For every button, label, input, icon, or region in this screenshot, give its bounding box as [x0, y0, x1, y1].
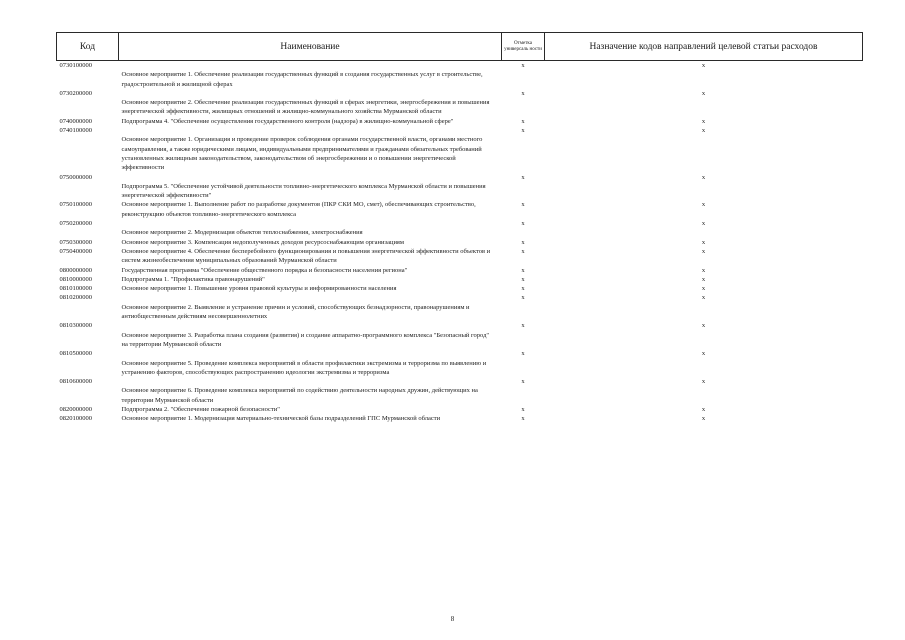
row-code: 0750200000	[59, 220, 92, 228]
table-row	[57, 331, 863, 350]
row-code: 0750000000	[59, 173, 92, 181]
row-purpose-mark: x	[701, 173, 706, 181]
row-universality-mark: x	[521, 117, 525, 125]
table-row	[57, 247, 863, 266]
header-name: Наименование	[119, 33, 502, 61]
row-purpose-mark: x	[701, 62, 706, 69]
row-universality-mark: x	[521, 201, 525, 209]
row-name	[119, 349, 502, 358]
table-row	[57, 293, 863, 302]
table-row	[57, 284, 863, 293]
row-purpose-mark: x	[701, 220, 706, 228]
row-code: 0810100000	[59, 285, 92, 293]
row-universality-mark: x	[521, 62, 525, 69]
table-row	[57, 200, 863, 219]
row-universality-mark	[502, 228, 545, 237]
table-row	[57, 266, 863, 275]
row-code: 0810600000	[59, 378, 92, 386]
row-code	[57, 182, 119, 201]
row-name: Основное мероприятие 1. Выполнение работ по разработке документов (ПКР СКИ МО, смет), обеспечивающих строительство, реконструкцию объектов топливно-энергетического комплекса	[121, 201, 476, 218]
row-universality-mark: x	[521, 89, 525, 97]
row-purpose-mark: x	[701, 127, 706, 135]
row-code: 0750100000	[59, 201, 92, 209]
table-row	[57, 377, 863, 386]
row-code: 0750300000	[59, 238, 92, 246]
row-purpose-mark: x	[701, 415, 706, 423]
row-purpose-mark: x	[701, 247, 706, 255]
row-purpose-mark: x	[701, 117, 706, 125]
table-row	[57, 126, 863, 135]
row-universality-mark: x	[521, 405, 525, 413]
row-name: Подпрограмма 2. "Обеспечение пожарной безопасности"	[121, 405, 280, 413]
row-name: Основное мероприятие 1. Обеспечение реализации государственных функций в создания государственных услуг в строительстве, градостроительной и жилищной сферах	[121, 71, 483, 88]
table-row	[57, 238, 863, 247]
table-row	[57, 135, 863, 172]
row-universality-mark: x	[521, 127, 525, 135]
row-name	[119, 61, 502, 71]
row-name	[119, 173, 502, 182]
table-row	[57, 359, 863, 378]
row-name: Подпрограмма 4. "Обеспечение осуществления государственного контроля (надзора) в жилищно-коммунальной сфере"	[121, 117, 454, 125]
row-name	[119, 219, 502, 228]
row-code: 0810500000	[59, 350, 92, 358]
budget-codes-table	[56, 32, 863, 424]
row-code: 0810300000	[59, 322, 92, 330]
row-universality-mark: x	[521, 173, 525, 181]
row-name: Подпрограмма 5. "Обеспечение устойчивой деятельности топливно-энергетического комплекса Мурманской области и повышения энергетической эффективности"	[121, 182, 486, 200]
row-purpose-mark	[545, 386, 863, 405]
row-code: 0730100000	[59, 62, 92, 69]
row-code: 0750400000	[59, 247, 92, 255]
row-name: Подпрограмма 1. "Профилактика правонарушений"	[121, 275, 265, 283]
header-code: Код	[57, 33, 119, 61]
row-code	[57, 331, 119, 350]
row-name: Основное мероприятие 6. Проведение комплекса мероприятий по содействию деятельности народных дружин, действующих на территории Мурманской области	[121, 387, 478, 404]
row-code: 0820100000	[59, 415, 92, 423]
row-purpose-mark: x	[701, 238, 706, 246]
table-row	[57, 98, 863, 117]
table-row	[57, 89, 863, 98]
table-row	[57, 303, 863, 322]
row-code	[57, 70, 119, 89]
row-code: 0730200000	[59, 89, 92, 97]
row-purpose-mark: x	[701, 350, 706, 358]
table-body	[57, 61, 863, 424]
row-purpose-mark: x	[701, 201, 706, 209]
row-name: Государственная программа "Обеспечение общественного порядка и безопасности населения региона"	[121, 266, 408, 274]
row-universality-mark: x	[521, 220, 525, 228]
row-universality-mark: x	[521, 294, 525, 302]
row-name: Основное мероприятие 1. Организация и проведение проверок соблюдения органами государственной власти, органами местного самоуправления, а также юридическими лицами, индивидуальными предпринимателями и гражданами обязательных требований установленных жилищным законодательством, законодательством об энергосбережении и о повышении энергетической эффективности	[121, 136, 483, 172]
row-purpose-mark: x	[701, 405, 706, 413]
row-universality-mark	[502, 70, 545, 89]
row-code: 0810200000	[59, 294, 92, 302]
row-purpose-mark	[545, 182, 863, 201]
row-code	[57, 135, 119, 172]
row-universality-mark: x	[521, 378, 525, 386]
row-purpose-mark	[545, 70, 863, 89]
row-purpose-mark	[545, 228, 863, 237]
row-code: 0740000000	[59, 117, 92, 125]
table-row	[57, 182, 863, 201]
table-row	[57, 61, 863, 71]
row-universality-mark: x	[521, 350, 525, 358]
row-name: Основное мероприятие 5. Проведение комплекса мероприятий в области профилактики экстремизма и терроризма по выявлению и устранению факторов, способствующих распространению идеологии экстремизма и терроризма	[121, 359, 487, 376]
row-purpose-mark: x	[701, 285, 706, 293]
row-universality-mark	[502, 98, 545, 117]
table-row	[57, 321, 863, 330]
row-code	[57, 359, 119, 378]
header-universality-mark: Отметка универсаль ности	[502, 33, 545, 61]
row-name: Основное мероприятие 2. Модернизация объектов теплоснабжения, электроснабжения	[121, 229, 363, 237]
table-row	[57, 219, 863, 228]
row-name	[119, 321, 502, 330]
row-code: 0810000000	[59, 275, 92, 283]
row-purpose-mark: x	[701, 89, 706, 97]
row-purpose-mark	[545, 303, 863, 322]
row-name: Основное мероприятие 3. Разработка плана создания (развития) и создание аппаратно-программного комплекса "Безопасный город" на территории Мурманской области	[121, 331, 490, 348]
row-universality-mark: x	[521, 266, 525, 274]
row-name	[119, 293, 502, 302]
table-row	[57, 173, 863, 182]
row-universality-mark: x	[521, 275, 525, 283]
table-row	[57, 228, 863, 237]
row-universality-mark: x	[521, 238, 525, 246]
row-code	[57, 303, 119, 322]
table-row	[57, 349, 863, 358]
row-universality-mark	[502, 182, 545, 201]
page-number: 8	[450, 615, 455, 623]
table-row	[57, 386, 863, 405]
row-universality-mark: x	[521, 322, 525, 330]
row-purpose-mark	[545, 331, 863, 350]
row-code: 0820000000	[59, 405, 92, 413]
header-purpose: Назначение кодов направлений целевой статьи расходов	[545, 33, 863, 61]
table-row	[57, 414, 863, 423]
row-name	[119, 89, 502, 98]
row-name: Основное мероприятие 1. Повышение уровня правовой культуры и информированности населения	[121, 285, 397, 293]
row-universality-mark: x	[521, 247, 525, 255]
row-universality-mark	[502, 331, 545, 350]
row-universality-mark: x	[521, 285, 525, 293]
row-purpose-mark: x	[701, 294, 706, 302]
table-row	[57, 70, 863, 89]
row-name	[119, 377, 502, 386]
row-code	[57, 228, 119, 237]
row-code: 0800000000	[59, 266, 92, 274]
row-code: 0740100000	[59, 127, 92, 135]
row-purpose-mark	[545, 359, 863, 378]
table-row	[57, 275, 863, 284]
row-universality-mark	[502, 303, 545, 322]
row-purpose-mark: x	[701, 275, 706, 283]
row-purpose-mark	[545, 98, 863, 117]
row-purpose-mark: x	[701, 378, 706, 386]
row-universality-mark: x	[521, 415, 525, 423]
row-purpose-mark: x	[701, 266, 706, 274]
row-name: Основное мероприятие 3. Компенсация недополученных доходов ресурсоснабжающим организациям	[121, 238, 405, 246]
row-name	[119, 126, 502, 135]
row-name: Основное мероприятие 2. Выявление и устранение причин и условий, способствующих безнадзорности, правонарушениям и антиобщественным действиям несовершеннолетних	[121, 303, 470, 321]
table-header-row	[57, 33, 863, 61]
row-purpose-mark	[545, 135, 863, 172]
table-row	[57, 117, 863, 126]
row-name: Основное мероприятие 4. Обеспечение бесперебойного функционирования и повышения энергетической эффективности объектов и систем жизнеобеспечения муниципальных образований Мурманской области	[121, 247, 491, 265]
row-name: Основное мероприятие 2. Обеспечение реализации государственных функций в сферах энергетики, энергосбережения и повышения энергетической эффективности, жилищных отношений и жилищно-коммунального хозяйства Мурманской области	[121, 99, 490, 116]
row-universality-mark	[502, 386, 545, 405]
table-row	[57, 405, 863, 414]
row-purpose-mark: x	[701, 322, 706, 330]
row-code	[57, 98, 119, 117]
row-name: Основное мероприятие 1. Модернизация материально-технической базы подразделений ГПС Мурманской области	[121, 415, 441, 423]
row-code	[57, 386, 119, 405]
row-universality-mark	[502, 135, 545, 172]
row-universality-mark	[502, 359, 545, 378]
